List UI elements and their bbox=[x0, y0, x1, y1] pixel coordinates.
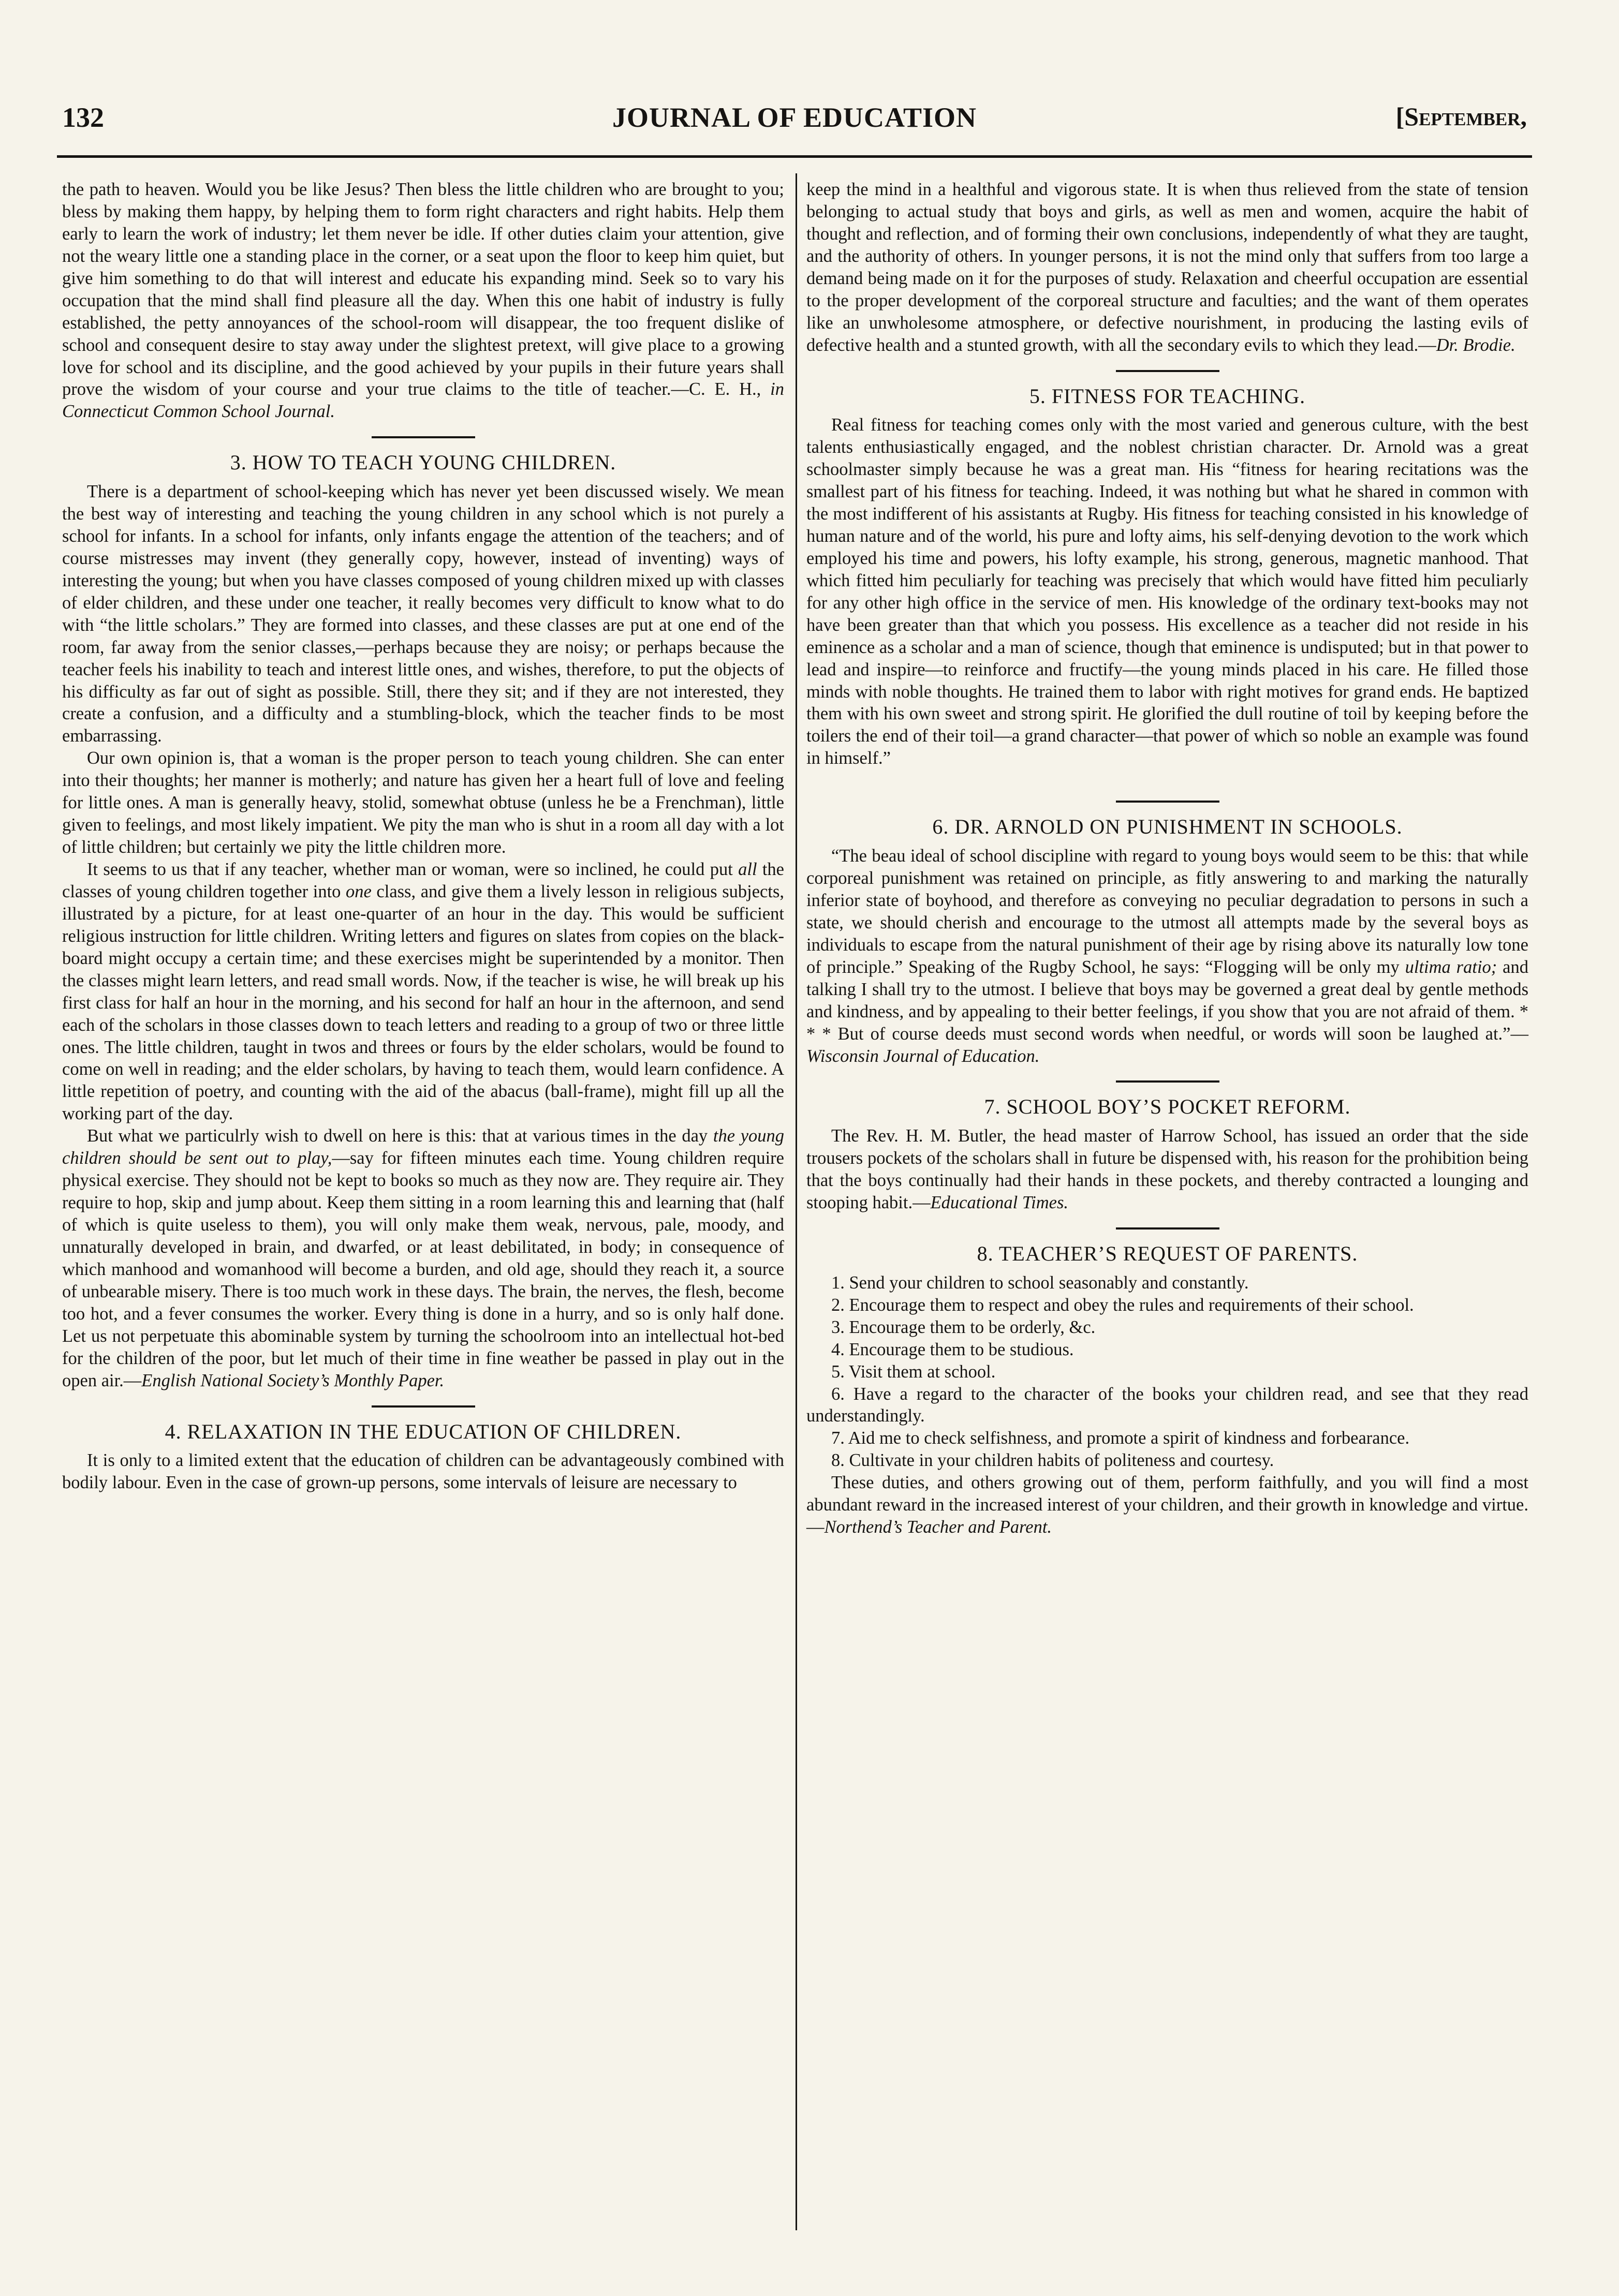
month-label: [September, bbox=[1395, 102, 1527, 131]
section-3-paragraph-3-part-3: class, and give them a lively lesson in religious subjects, illustrated by a picture, for at least one-quarter of an hour in the day. This would be sufficient religious instruction for little children. Writing letters and figures on slates from copies on the black-board might occupy a certain time; and these exercises might be superintended by a monitor. Then the classes might learn letters, and read small words. Now, if the teacher is wise, he will break up his first class for half an hour in the morning, and his second for half an hour in the afternoon, and send each of the scholars in those classes down to teach letters and reading to a group of two or three little ones. The little children, taught in twos and threes or fours by the elder scholars, would be found to come on well in reading; and the elder scholars, by having to teach them, would learn confidence. A little repetition of poetry, and counting with the aid of the abacus (ball-frame), might fill up all the working part of the day. bbox=[62, 881, 784, 1124]
section-6-paragraph-1-part-2: and talking I shall try to the utmost. I believe that boys may be governed a great deal by gentle methods and kindness, and by appealing to their better feelings, if you show that you are not afraid of them. * * * But of course deeds must second words when needful, or words will soon be laughed at.”— bbox=[806, 957, 1528, 1044]
page-header bbox=[62, 101, 1527, 158]
section-5-paragraph-1: Real fitness for teaching comes only with the most varied and generous culture, with the best talents enthusiastically engaged, and the noblest christian character. Dr. Arnold was a great schoolmaster simply because he was a great man. His “fitness for hearing recitations was the smallest part of his fitness for teaching. Indeed, it was nothing but what he shared in common with the most indifferent of his assistants at Rugby. His fitness for teaching consisted in his knowledge of human nature and of the world, his pure and lofty aims, his self-denying devotion to the work which employed his time and powers, his lofty example, his strong, generous, magnetic manhood. That which fitted him peculiarly for teaching was precisely that which would have fitted him peculiarly for any other high office in the service of men. His knowledge of the ordinary text-books may not have been greater than that which you possess. His excellence as a teacher did not reside in his eminence as a scholar and a man of science, though that eminence is undisputed; but in that power to lead and inspire—to reinforce and fructify—the young minds placed in his care. He filled those minds with noble thoughts. He trained them to labor with right motives for grand ends. He baptized them with his own sweet and strong spirit. He glorified the dull routine of toil by keeping before the toilers the end of their toil—a grand character—that power of which so noble an example was found in himself.” bbox=[806, 415, 1528, 768]
header-rule bbox=[57, 155, 1532, 158]
section-5-heading: 5. FITNESS FOR TEACHING. bbox=[1029, 384, 1306, 408]
list-item: 1. Send your children to school seasonably and constantly. bbox=[831, 1272, 1249, 1293]
section-4-heading: 4. RELAXATION IN THE EDUCATION OF CHILDREN. bbox=[165, 1419, 682, 1443]
section-3-paragraph-3-part-1: It seems to us that if any teacher, whether man or woman, were so inclined, he could put bbox=[87, 860, 739, 880]
section-8-heading: 8. TEACHER’S REQUEST OF PARENTS. bbox=[977, 1242, 1358, 1266]
section-separator bbox=[372, 436, 475, 438]
list-item: 6. Have a regard to the character of the books your children read, and see that they read understandingly. bbox=[806, 1384, 1528, 1426]
section-3-paragraph-3-part-2: the classes of young children together into bbox=[62, 860, 784, 901]
page-number: 132 bbox=[62, 102, 104, 133]
list-item: 3. Encourage them to be orderly, &c. bbox=[831, 1317, 1096, 1337]
section-separator bbox=[1116, 801, 1219, 803]
section-6-paragraph-1 bbox=[806, 845, 1528, 1067]
section-7-heading: 7. SCHOOL BOY’S POCKET REFORM. bbox=[984, 1095, 1351, 1119]
section-2-continuation bbox=[62, 179, 784, 423]
section-8-closing bbox=[806, 1472, 1528, 1538]
section-8-closing-text: These duties, and others growing out of them, perform faithfully, and you will find a most abundant reward in the increased interest of your children, and their growth in knowledge and virtue.— bbox=[806, 1473, 1528, 1537]
journal-title: JOURNAL OF EDUCATION bbox=[612, 102, 977, 133]
section-8-source: Northend’s Teacher and Parent. bbox=[824, 1517, 1052, 1537]
section-2-text: the path to heaven. Would you be like Jesus? Then bless the little children who are brought to you; bless by making them happy, by helping them to form right characters and right habits. Help them early to learn the work of industry; let them never be idle. If other duties claim your attention, give not the weary little one a standing place in the corner, or a seat upon the floor to keep him quiet, but give him something to do that will interest and educate his expanding mind. Seek so to vary his occupation that the mind shall find pleasure all the day. When this one habit of industry is fully established, the petty annoyances of the school-room will disappear, the too frequent dislike of school and consequent desire to stay away under the slightest pretext, will give place to a growing love for school and its discipline, and the good achieved by your pupils in their future years shall prove the wisdom of your course and your true claims to the title of teacher.—C. E. H., bbox=[62, 180, 784, 399]
section-4-paragraph-1: It is only to a limited extent that the education of children can be advantageously combined with bodily labour. Even in the case of grown-up persons, some intervals of leisure are necessary to bbox=[62, 1450, 784, 1493]
section-6-source: Wisconsin Journal of Education. bbox=[806, 1046, 1040, 1066]
section-3-paragraph-3 bbox=[62, 858, 784, 1125]
list-item: 2. Encourage them to respect and obey the rules and requirements of their school. bbox=[831, 1295, 1414, 1315]
section-6-emphasis: ultima ratio; bbox=[1405, 957, 1497, 977]
section-7-text: The Rev. H. M. Butler, the head master of Harrow School, has issued an order that the side trousers pockets of the scholars shall in future be dispensed with, his reason for the prohibition being that the boys continually had their hands in these pockets, and thereby contracted a lounging and stooping habit.— bbox=[806, 1126, 1528, 1213]
list-item: 5. Visit them at school. bbox=[831, 1361, 996, 1382]
section-separator bbox=[372, 1405, 475, 1408]
section-7-source: Educational Times. bbox=[930, 1193, 1069, 1213]
section-3-source: English National Society’s Monthly Paper. bbox=[141, 1370, 445, 1390]
section-2-source: in Connecticut Common School Journal. bbox=[62, 379, 784, 422]
section-separator bbox=[1116, 1080, 1219, 1083]
section-3-emphasis-one: one bbox=[346, 881, 372, 901]
section-3-paragraph-4-part-1: But what we particulrly wish to dwell on here is this: that at various times in the day bbox=[87, 1126, 713, 1146]
section-3-heading: 3. HOW TO TEACH YOUNG CHILDREN. bbox=[230, 451, 616, 475]
column-divider bbox=[796, 173, 797, 2230]
section-separator bbox=[1116, 370, 1219, 372]
section-3-paragraph-2: Our own opinion is, that a woman is the proper person to teach young children. She can enter into their thoughts; her manner is motherly; and nature has given her a heart full of love and feeling for little ones. A man is generally heavy, stolid, somewhat obtuse (unless he be a Frenchman), little given to feelings, and most likely impatient. We pity the man who is shut in a room all day with a lot of little children; but certainly we pity the little children more. bbox=[62, 748, 784, 857]
section-3-emphasis-play: the young children should be sent out to play, bbox=[62, 1126, 785, 1168]
section-4-continuation-text: keep the mind in a healthful and vigorous state. It is when thus relieved from the state of tension belonging to actual study that boys and girls, as well as men and women, acquire the habit of thought and reflection, and of forming their own conclusions, independently of what they are taught, and the authority of others. In younger persons, it is not the mind only that suffers from too large a demand being made on it for the purposes of study. Relaxation and cheerful occupation are essential to the proper development of the corporeal structure and faculties; and the want of them operates like an unwholesome atmosphere, or defective nourishment, in producing the lasting evils of defective health and a stunted growth, with all the secondary evils to which they lead.— bbox=[806, 180, 1528, 355]
section-6-heading: 6. DR. ARNOLD ON PUNISHMENT IN SCHOOLS. bbox=[932, 815, 1403, 839]
section-separator bbox=[1116, 1227, 1219, 1230]
section-7-paragraph-1 bbox=[806, 1125, 1528, 1214]
section-3-paragraph-4 bbox=[62, 1125, 784, 1391]
section-4-source: Dr. Brodie. bbox=[1436, 335, 1515, 355]
list-item: 8. Cultivate in your children habits of politeness and courtesy. bbox=[831, 1450, 1274, 1471]
section-3-paragraph-4-part-2: —say for fifteen minutes each time. Young children require physical exercise. They should not be kept to books so much as they now are. They require air. They require to hop, skip and jump about. Keep them sitting in a room learning this and learning that (half of which is quite useless to them), you will only make them weak, nervous, pale, moody, and unnaturally developed in brain, and dwarfed, or at least debilitated, in body; in consequence of which manhood and womanhood will become a burden, and old age, should they reach it, a source of unbearable misery. There is too much work in these days. The brain, the nerves, the flesh, become too hot, and a fever consumes the worker. Every thing is done in a hurry, and so is only half done. Let us not perpetuate this abominable system by turning the schoolroom into an intellectual hot-bed for the children of the poor, but let much of their time in fine weather be passed in play out in the open air.— bbox=[62, 1148, 784, 1390]
list-item: 7. Aid me to check selfishness, and promote a spirit of kindness and forbearance. bbox=[831, 1428, 1410, 1448]
section-3-emphasis-all: all bbox=[738, 860, 757, 880]
left-column bbox=[62, 179, 784, 1494]
section-4-continuation bbox=[806, 179, 1528, 357]
list-item: 4. Encourage them to be studious. bbox=[831, 1339, 1074, 1359]
right-column bbox=[806, 179, 1528, 1538]
section-3-paragraph-1: There is a department of school-keeping which has never yet been discussed wisely. We mean the best way of interesting and teaching the young children in any school which is not purely a school for infants. In a school for infants, only infants engage the attention of the teachers; and of course mistresses may invent (they generally copy, however, instead of inventing) ways of interesting the young; but when you have classes composed of young children mixed up with classes of elder children, and these under one teacher, it really becomes very difficult to know what to do with “the little scholars.” They are formed into classes, and these classes are put at one end of the room, far away from the senior classes,—perhaps because they are noisy; or perhaps because the teacher feels his inability to teach and interest little ones, and wishes, therefore, to put the objects of his difficulty as far out of sight as possible. Still, there they sit; and if they are not interested, they create a confusion, and a difficulty and a stumbling-block, which the teacher finds to be most embarrassing. bbox=[62, 482, 784, 746]
section-6-paragraph-1-part-1: “The beau ideal of school discipline with regard to young boys would seem to be this: that while corporeal punishment was retained on principle, as fitly answering to and marking the naturally inferior state of boyhood, and therefore as conveying no peculiar degradation to persons in such a state, we should cherish and encourage to the utmost all attempts made by the several boys as individuals to escape from the natural punishment of their age by rising above its naturally low tone of principle.” Speaking of the Rugby School, he says: “Flogging will be only my bbox=[806, 846, 1528, 977]
